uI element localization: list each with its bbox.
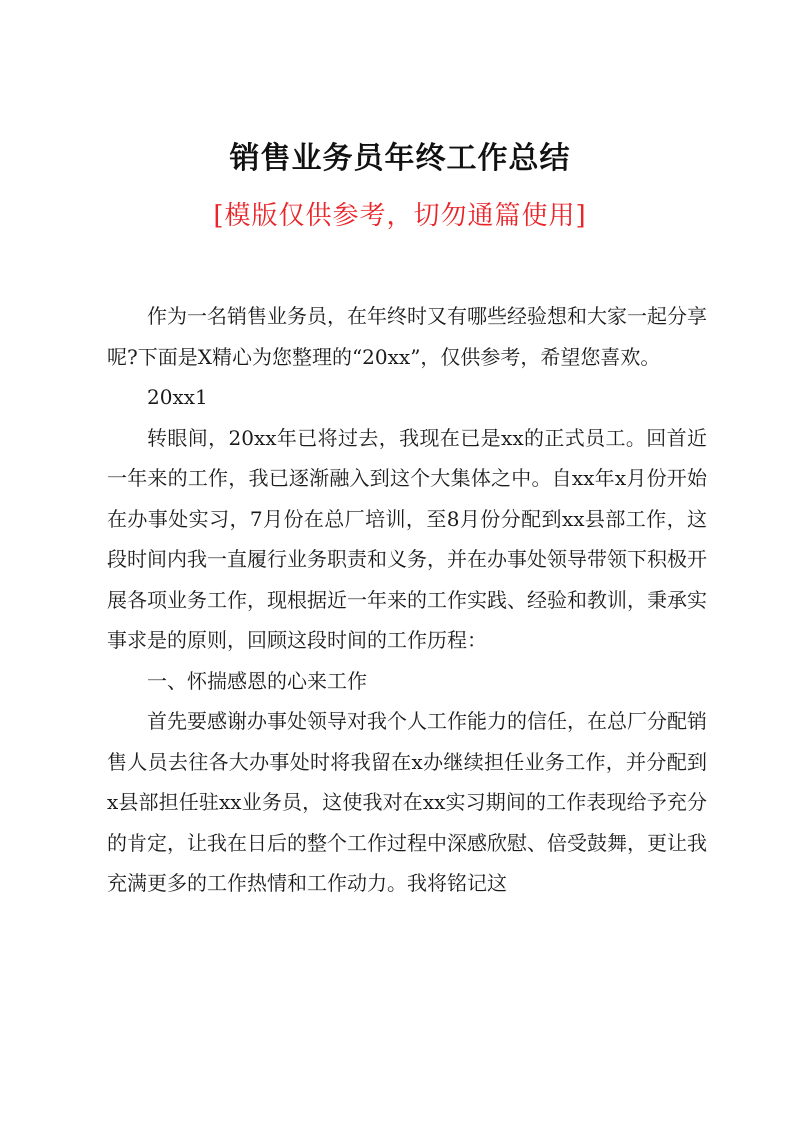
section-heading: 一、怀揣感恩的心来工作 [147, 668, 367, 693]
body-paragraph: 首先要感谢办事处领导对我个人工作能力的信任，在总厂分配销售人员去往各大办事处时将我留在x办继续担任业务工作，并分配到x县部担任驻xx业务员，这使我对在xx实习期间的工作表现给予充分的肯定，让我在日后的整个工作过程中深感欣慰、倍受鼓舞，更让我充满更多的工作热情和工作动力。我将铭记这 [107, 709, 707, 895]
intro-paragraph: 作为一名销售业务员，在年终时又有哪些经验想和大家一起分享呢?下面是X精心为您整理的“20xx”，仅供参考，希望您喜欢。 [107, 304, 707, 369]
section-label: 20xx1 [147, 385, 208, 409]
body-paragraph: 转眼间，20xx年已将过去，我现在已是xx的正式员工。回首近一年来的工作，我已逐渐融入到这个大集体之中。自xx年x月份开始在办事处实习，7月份在总厂培训，至8月份分配到xx县部工作，这段时间内我一直履行业务职责和义务，并在办事处领导带领下积极开展各项业务工作，现根据近一年来的工作实践、经验和教训，秉承实事求是的原则，回顾这段时间的工作历程： [107, 425, 707, 652]
document-body [107, 296, 707, 904]
document-title: 销售业务员年终工作总结 [229, 141, 571, 176]
template-notice: [模版仅供参考，切勿通篇使用] [213, 201, 587, 231]
